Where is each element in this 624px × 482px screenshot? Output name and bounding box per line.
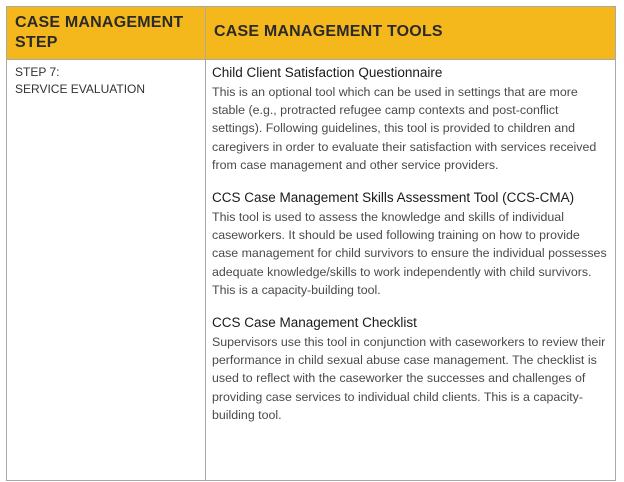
step-cell <box>7 60 206 480</box>
tool-description: This tool is used to assess the knowledge and skills of individual caseworkers. It should be used following training on how to provide case management for child survivors to ensure the individual possesses adequate knowledge/skills to work independently with child survivors. This is a capacity-building tool. <box>212 210 607 297</box>
step-number: STEP 7: <box>15 65 60 79</box>
tool-description: Supervisors use this tool in conjunction with caseworkers to review their performance in child sexual abuse case management. The checklist is used to reflect with the caseworker the successes and challenges of providing case services to individual child clients. This is a capacity-building tool. <box>212 335 606 422</box>
tool-entry <box>212 313 609 424</box>
table-header-row <box>7 7 615 60</box>
case-management-table <box>6 6 616 481</box>
tool-description: This is an optional tool which can be used in settings that are more stable (e.g., protracted refugee camp contexts and post-conflict settings). Following guidelines, this tool is provided to children and caregivers in order to evaluate their satisfaction with services received from case management and other service providers. <box>212 85 597 172</box>
tool-entry <box>212 63 609 174</box>
tools-cell <box>206 60 615 480</box>
tool-title: CCS Case Management Checklist <box>212 315 417 331</box>
step-name: SERVICE EVALUATION <box>15 82 146 96</box>
tool-title: Child Client Satisfaction Questionnaire <box>212 65 443 80</box>
header-step: CASE MANAGEMENT STEP <box>7 7 206 59</box>
table-row <box>7 60 615 480</box>
tool-entry <box>212 188 609 299</box>
tool-title: CCS Case Management Skills Assessment Tool (CCS-CMA) <box>212 190 575 206</box>
header-tools: CASE MANAGEMENT TOOLS <box>214 23 443 40</box>
